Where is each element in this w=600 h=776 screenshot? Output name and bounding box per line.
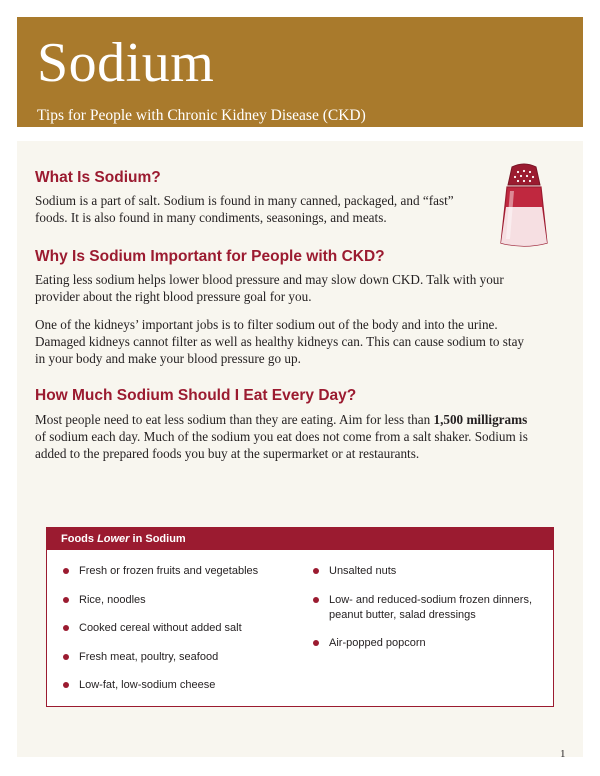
heading-what-is-sodium: What Is Sodium?	[35, 169, 161, 186]
list-item: Unsalted nuts	[313, 564, 543, 579]
foods-list-left	[63, 564, 283, 707]
foods-lower-sodium-box	[46, 527, 554, 707]
header-banner	[17, 17, 583, 127]
list-item: Cooked cereal without added salt	[63, 621, 283, 636]
heading-why-important: Why Is Sodium Important for People with CKD?	[35, 248, 385, 265]
foods-title-post: in Sodium	[129, 533, 186, 545]
sodium-limit: 1,500 milligrams	[433, 412, 528, 427]
foods-list-right	[313, 564, 543, 665]
list-item: Fresh or frozen fruits and vegetables	[63, 564, 283, 579]
list-item: Low-fat, low-sodium cheese	[63, 678, 283, 693]
list-item: Fresh meat, poultry, seafood	[63, 650, 283, 665]
salt-shaker-icon	[498, 163, 550, 247]
page-subtitle: Tips for People with Chronic Kidney Disease (CKD)	[37, 107, 366, 124]
paragraph-blood-pressure: Eating less sodium helps lower blood pressure and may slow down CKD. Talk with your provider about the right blood pressure goal for you.	[35, 272, 504, 305]
paragraph-how-much-end: of sodium each day. Much of the sodium you eat does not come from a salt shaker. Sodium is added to the prepared foods you buy at the supermarket or at restaurants.	[35, 429, 528, 462]
paragraph-what-is-sodium: Sodium is a part of salt. Sodium is found in many canned, packaged, and “fast” foods. It is also found in many condiments, seasonings, and meats.	[35, 193, 454, 226]
paragraph-how-much	[35, 411, 535, 463]
list-item: Air-popped popcorn	[313, 636, 543, 651]
heading-how-much: How Much Sodium Should I Eat Every Day?	[35, 387, 357, 404]
paragraph-how-much-start: Most people need to eat less sodium than they are eating. Aim for less than	[35, 412, 434, 427]
foods-title-pre: Foods	[61, 533, 98, 545]
page-title: Sodium	[37, 32, 215, 94]
list-item: Rice, noodles	[63, 593, 283, 608]
foods-box-title	[47, 528, 553, 550]
paragraph-kidney-filter: One of the kidneys’ important jobs is to filter sodium out of the body and into the urine. Damaged kidneys cannot filter as well as healthy kidneys can. This can cause sodium to stay in your body and make your blood pressure go up.	[35, 317, 525, 367]
list-item: Low- and reduced-sodium frozen dinners, peanut butter, salad dressings	[313, 593, 543, 623]
page-number: 1	[560, 748, 566, 760]
foods-title-em: Lower	[97, 533, 130, 545]
